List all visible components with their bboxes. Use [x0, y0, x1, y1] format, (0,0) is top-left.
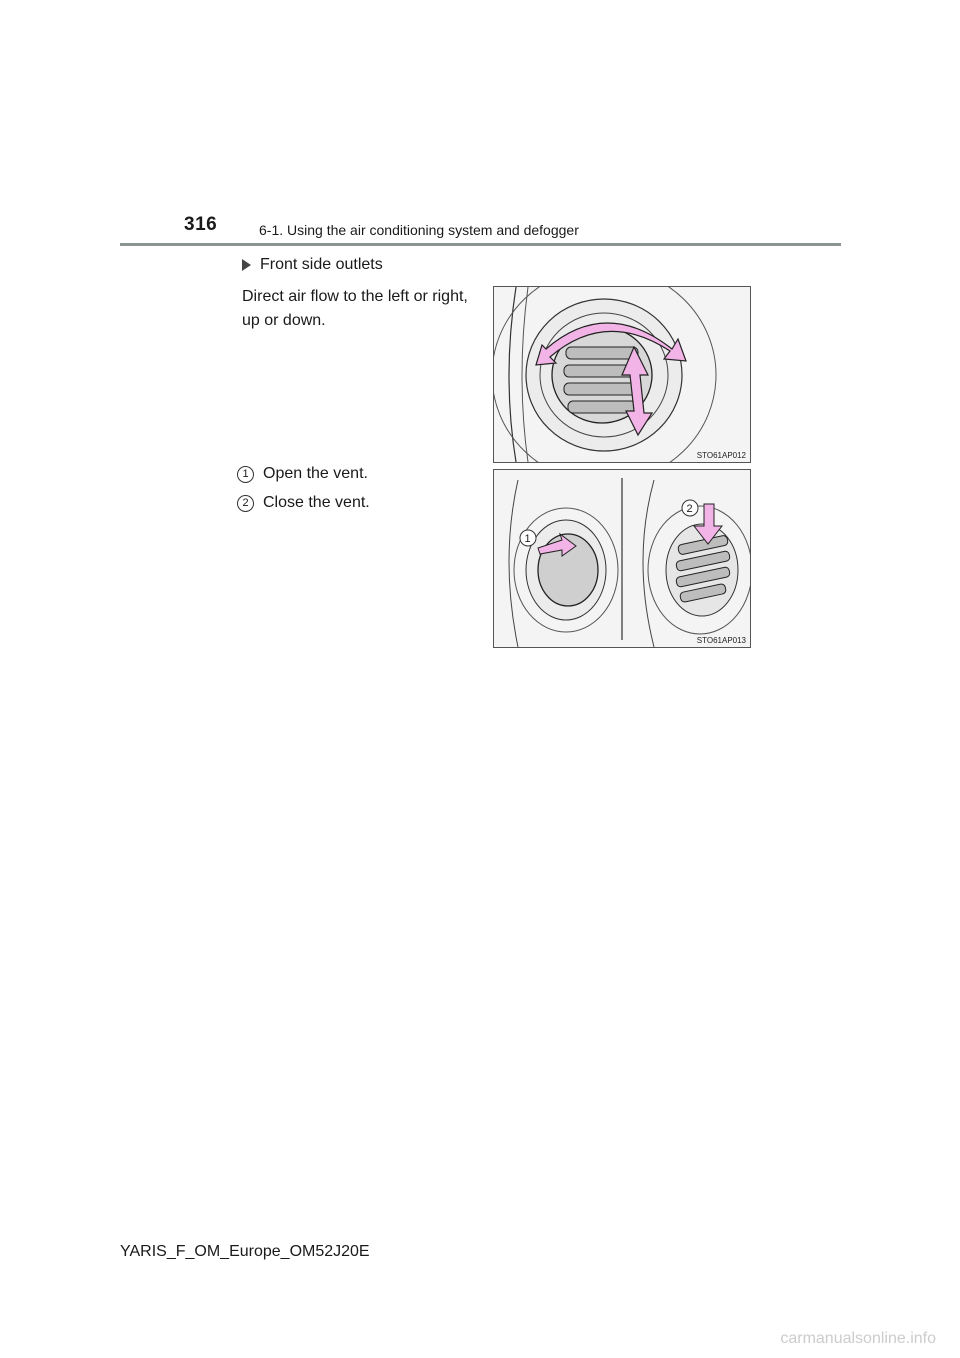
figure-vent-direction	[493, 286, 751, 463]
page-number: 316	[184, 214, 218, 235]
step-text-1: Open the vent.	[263, 465, 368, 482]
description-text: Direct air flow to the left or right, up or down.	[242, 288, 468, 329]
step-number-1: 1	[237, 466, 254, 483]
vent-open-close-illustration	[494, 470, 750, 647]
figure-2-callout-2: 2	[686, 503, 693, 515]
section-title: 6-1. Using the air conditioning system and defogger	[259, 222, 579, 238]
step-text-2: Close the vent.	[263, 494, 370, 511]
figure-2-code: STO61AP013	[696, 636, 746, 645]
step-2	[237, 494, 370, 512]
header-divider	[120, 243, 841, 246]
subheading	[242, 256, 383, 274]
figure-2-callout-1: 1	[524, 533, 531, 545]
figure-1-code: STO61AP012	[696, 451, 746, 460]
vent-direction-illustration	[494, 287, 750, 462]
triangle-bullet-icon	[242, 259, 251, 271]
figure-vent-open-close	[493, 469, 751, 648]
step-number-2: 2	[237, 495, 254, 512]
subheading-text: Front side outlets	[260, 256, 383, 273]
step-1	[237, 465, 368, 483]
footer-document-code: YARIS_F_OM_Europe_OM52J20E	[120, 1243, 370, 1260]
watermark: carmanualsonline.info	[780, 1330, 936, 1347]
